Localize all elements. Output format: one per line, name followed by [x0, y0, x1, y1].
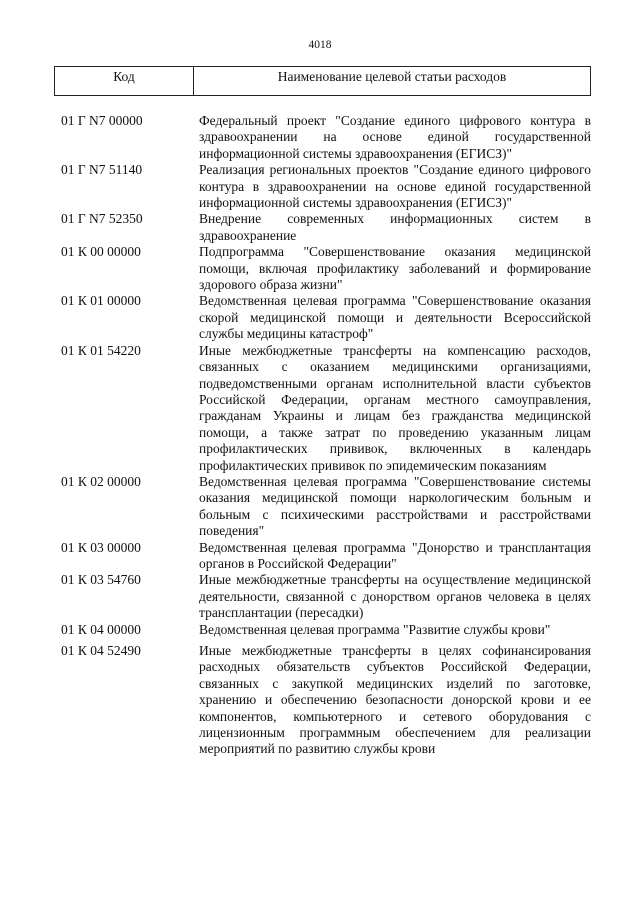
- page-number: 4018: [308, 39, 332, 51]
- row-code: 01 К 04 52490: [61, 643, 141, 658]
- row-description: Внедрение современных информационных систем в здравоохранение: [199, 211, 591, 243]
- row-code: 01 К 02 00000: [61, 473, 141, 489]
- table-row: [0, 622, 640, 638]
- row-description: Реализация региональных проектов "Создание единого цифрового контура в здравоохранении на основе единой государственной информационной системы здравоохранения (ЕГИСЗ)": [199, 162, 591, 211]
- row-description: Ведомственная целевая программа "Совершенствование системы оказания медицинской помощи наркологическим больным и больным с психическими расстройствами и расстройствами поведения": [199, 473, 591, 539]
- row-code: 01 Г N7 51140: [61, 162, 143, 178]
- header-code-column: Код: [55, 67, 194, 95]
- table-body: [0, 113, 640, 758]
- row-code: 01 К 03 00000: [61, 539, 141, 555]
- table-row: [0, 162, 640, 211]
- row-description: Подпрограмма "Совершенствование оказания медицинской помощи, включая профилактику заболеваний и формирование здорового образа жизни": [199, 244, 591, 293]
- row-description: Ведомственная целевая программа "Совершенствование оказания скорой медицинской помощи и деятельности Всероссийской службы медицины катастроф": [199, 293, 591, 342]
- row-code: 01 К 01 00000: [61, 293, 141, 309]
- row-code: 01 К 01 54220: [61, 342, 141, 358]
- row-code: 01 Г N7 52350: [61, 211, 143, 227]
- header-name-column: Наименование целевой статьи расходов: [277, 69, 507, 84]
- table-row: [0, 540, 640, 573]
- row-description: Иные межбюджетные трансферты в целях софинансирования расходных обязательств субъектов Российской Федерации, связанных с закупкой медицинских изделий по заготовке, хранению и обеспечению безопасности донорской крови и ее компонентов, компьютерного и сетевого оборудования с лицензионным программным обеспечением для реализации мероприятий по развитию службы крови: [199, 643, 591, 757]
- row-description: Федеральный проект "Создание единого цифрового контура в здравоохранении на основе единой государственной информационной системы здравоохранения (ЕГИСЗ)": [199, 113, 591, 161]
- table-header: [54, 66, 591, 96]
- table-row: [0, 474, 640, 540]
- row-code: 01 К 03 54760: [61, 572, 141, 588]
- table-row: [0, 113, 640, 162]
- row-description: Ведомственная целевая программа "Развитие службы крови": [199, 621, 551, 637]
- table-row: [0, 643, 640, 758]
- table-row: [0, 293, 640, 342]
- table-row: [0, 211, 640, 244]
- table-row: [0, 244, 640, 293]
- row-code: 01 К 00 00000: [61, 244, 141, 260]
- row-description: Иные межбюджетные трансферты на компенсацию расходов, связанных с оказанием медицинскими организациями, подведомственными органам исполнительной власти субъектов Российской Федерации, органам местного самоуправления, гражданам Украины и лицам без гражданства медицинской помощи, а также затрат по проведению указанным лицам профилактических прививок, включенных в календарь профилактических прививок по эпидемическим показаниям: [199, 342, 591, 473]
- row-description: Ведомственная целевая программа "Донорство и трансплантация органов в Российской Федерации": [199, 539, 591, 571]
- table-row: [0, 343, 640, 474]
- row-code: 01 К 04 00000: [61, 621, 141, 637]
- table-row: [0, 572, 640, 621]
- row-code: 01 Г N7 00000: [61, 113, 143, 128]
- row-description: Иные межбюджетные трансферты на осуществление медицинской деятельности, связанной с донорством органов человека в целях трансплантации (пересадки): [199, 572, 591, 621]
